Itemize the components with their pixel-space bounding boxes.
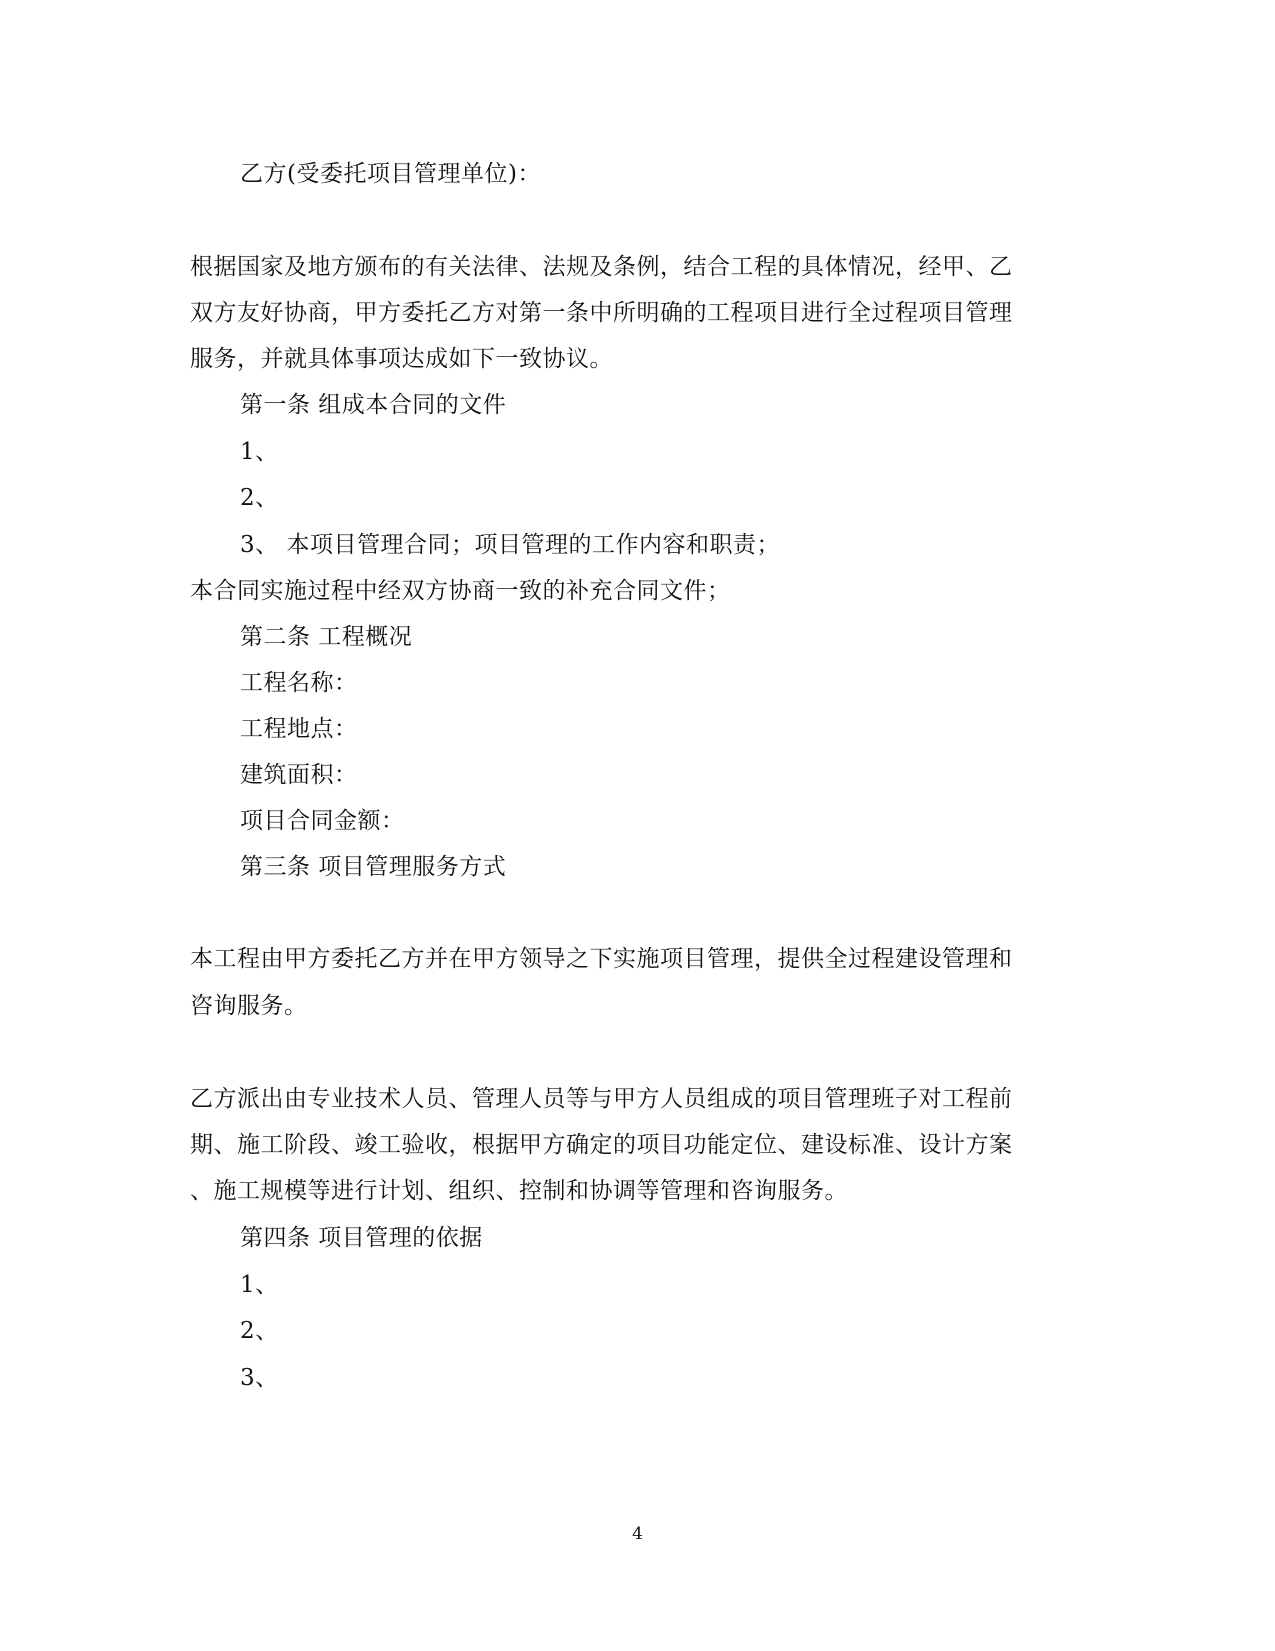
article-4-heading: 第四条 项目管理的依据: [240, 1225, 483, 1251]
article-3-paragraph-2-line-2: 期、施工阶段、竣工验收，根据甲方确定的项目功能定位、建设标准、设计方案: [190, 1132, 1013, 1158]
article-1-heading: 第一条 组成本合同的文件: [240, 392, 507, 418]
article-1-continuation: 本合同实施过程中经双方协商一致的补充合同文件；: [190, 578, 731, 604]
article-3-heading: 第三条 项目管理服务方式: [240, 854, 507, 880]
preamble-line-3: 服务，并就具体事项达成如下一致协议。: [190, 346, 613, 372]
party-b-line: 乙方(受委托项目管理单位)：: [240, 161, 541, 187]
article-4-item-2: 2、: [240, 1318, 279, 1344]
article-1-item-2: 2、: [240, 485, 279, 511]
building-area-field: 建筑面积：: [240, 762, 358, 788]
preamble-line-2: 双方友好协商，甲方委托乙方对第一条中所明确的工程项目进行全过程项目管理: [190, 300, 1013, 326]
article-3-paragraph-2-line-3: 、施工规模等进行计划、组织、控制和协调等管理和咨询服务。: [190, 1178, 848, 1204]
page-number: 4: [632, 1524, 643, 1544]
article-4-item-3: 3、: [240, 1365, 279, 1391]
contract-amount-field: 项目合同金额：: [240, 808, 405, 834]
article-1-item-1: 1、: [240, 439, 279, 465]
article-1-item-3: 3、 本项目管理合同；项目管理的工作内容和职责；: [240, 532, 780, 558]
article-2-heading: 第二条 工程概况: [240, 624, 413, 650]
project-name-field: 工程名称：: [240, 670, 358, 696]
article-3-paragraph-1-line-1: 本工程由甲方委托乙方并在甲方领导之下实施项目管理，提供全过程建设管理和: [190, 946, 1013, 972]
article-3-paragraph-2-line-1: 乙方派出由专业技术人员、管理人员等与甲方人员组成的项目管理班子对工程前: [190, 1086, 1013, 1112]
article-3-paragraph-1-line-2: 咨询服务。: [190, 993, 308, 1019]
article-4-item-1: 1、: [240, 1272, 279, 1298]
preamble-line-1: 根据国家及地方颁布的有关法律、法规及条例，结合工程的具体情况，经甲、乙: [190, 254, 1013, 280]
project-location-field: 工程地点：: [240, 716, 358, 742]
